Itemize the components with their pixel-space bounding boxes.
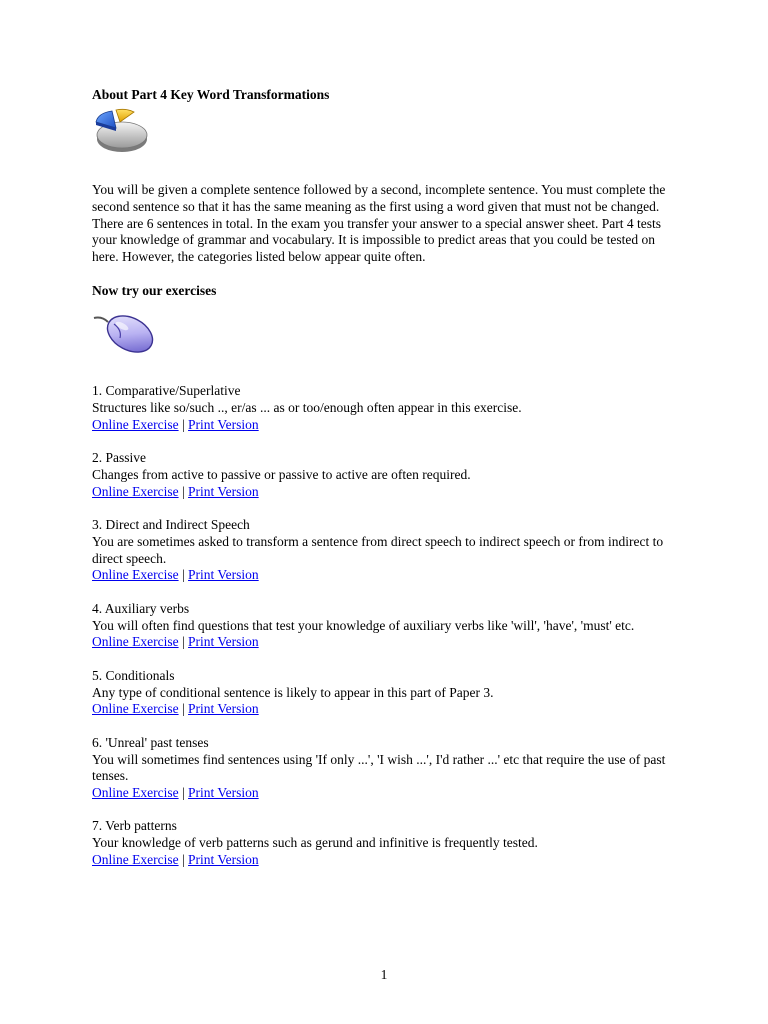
online-exercise-link[interactable]: Online Exercise xyxy=(92,634,179,650)
exercise-title: 2. Passive xyxy=(92,449,146,465)
exercise-description: You will often find questions that test your knowledge of auxiliary verbs like 'will', 'have', 'must' etc. xyxy=(92,617,635,633)
exercise-title: 6. 'Unreal' past tenses xyxy=(92,734,209,750)
page-title: About Part 4 Key Word Transformations xyxy=(92,87,330,102)
exercise-links xyxy=(92,701,682,718)
exercise-list xyxy=(92,383,682,869)
online-exercise-link[interactable]: Online Exercise xyxy=(92,852,179,868)
exercise-title: 1. Comparative/Superlative xyxy=(92,382,241,398)
exercise-description: Your knowledge of verb patterns such as gerund and infinitive is frequently tested. xyxy=(92,835,538,851)
link-separator: | xyxy=(181,785,185,801)
print-version-link[interactable]: Print Version xyxy=(188,634,259,650)
exercise-title: 4. Auxiliary verbs xyxy=(92,600,190,616)
link-separator: | xyxy=(181,416,185,432)
online-exercise-link[interactable]: Online Exercise xyxy=(92,567,179,583)
link-separator: | xyxy=(181,567,185,583)
intro-paragraph: You will be given a complete sentence followed by a second, incomplete sentence. You must complete the second sentence so that it has the same meaning as the first using a word given that must not be changed. There are 6 sentences in total. In the exam you transfer your answer to a special answer sheet. Part 4 tests your knowledge of grammar and vocabulary. It is impossible to predict areas that you could be tested on here. However, the categories listed below appear quite often. xyxy=(92,182,666,265)
link-separator: | xyxy=(181,852,185,868)
exercise-description: You will sometimes find sentences using 'If only ...', 'I wish ...', I'd rather ...' etc that require the use of past tenses. xyxy=(92,751,666,784)
online-exercise-link[interactable]: Online Exercise xyxy=(92,416,179,432)
print-version-link[interactable]: Print Version xyxy=(188,567,259,583)
exercise-item-comparative xyxy=(92,383,682,433)
exercise-links xyxy=(92,484,682,501)
exercise-item-passive xyxy=(92,450,682,500)
link-separator: | xyxy=(181,701,185,717)
exercise-title: 5. Conditionals xyxy=(92,667,175,683)
online-exercise-link[interactable]: Online Exercise xyxy=(92,701,179,717)
exercise-description: You are sometimes asked to transform a sentence from direct speech to indirect speech or from indirect to direct speech. xyxy=(92,533,664,566)
print-version-link[interactable]: Print Version xyxy=(188,483,259,499)
exercise-description: Changes from active to passive or passive to active are often required. xyxy=(92,466,471,482)
exercise-title: 3. Direct and Indirect Speech xyxy=(92,516,250,532)
print-version-link[interactable]: Print Version xyxy=(188,785,259,801)
document-page xyxy=(92,86,682,885)
exercise-links xyxy=(92,417,682,434)
exercise-item-conditionals xyxy=(92,668,682,718)
link-separator: | xyxy=(181,634,185,650)
print-version-link[interactable]: Print Version xyxy=(188,416,259,432)
exercise-item-auxiliary-verbs xyxy=(92,601,682,651)
print-version-link[interactable]: Print Version xyxy=(188,852,259,868)
exercise-links xyxy=(92,785,682,802)
exercises-heading: Now try our exercises xyxy=(92,282,217,298)
exercise-item-unreal-past xyxy=(92,735,682,802)
link-separator: | xyxy=(181,483,185,499)
exercise-links xyxy=(92,567,682,584)
page-number: 1 xyxy=(380,967,388,982)
exercise-item-reported-speech xyxy=(92,517,682,584)
online-exercise-link[interactable]: Online Exercise xyxy=(92,785,179,801)
online-exercise-link[interactable]: Online Exercise xyxy=(92,483,179,499)
exercise-description: Structures like so/such .., er/as ... as or too/enough often appear in this exercise. xyxy=(92,399,522,415)
exercise-item-verb-patterns xyxy=(92,818,682,868)
print-version-link[interactable]: Print Version xyxy=(188,701,259,717)
pie-chart-icon xyxy=(92,108,154,158)
exercise-links xyxy=(92,852,682,869)
computer-mouse-icon xyxy=(92,308,158,358)
exercise-title: 7. Verb patterns xyxy=(92,818,177,834)
exercise-links xyxy=(92,634,682,651)
exercise-description: Any type of conditional sentence is likely to appear in this part of Paper 3. xyxy=(92,684,494,700)
